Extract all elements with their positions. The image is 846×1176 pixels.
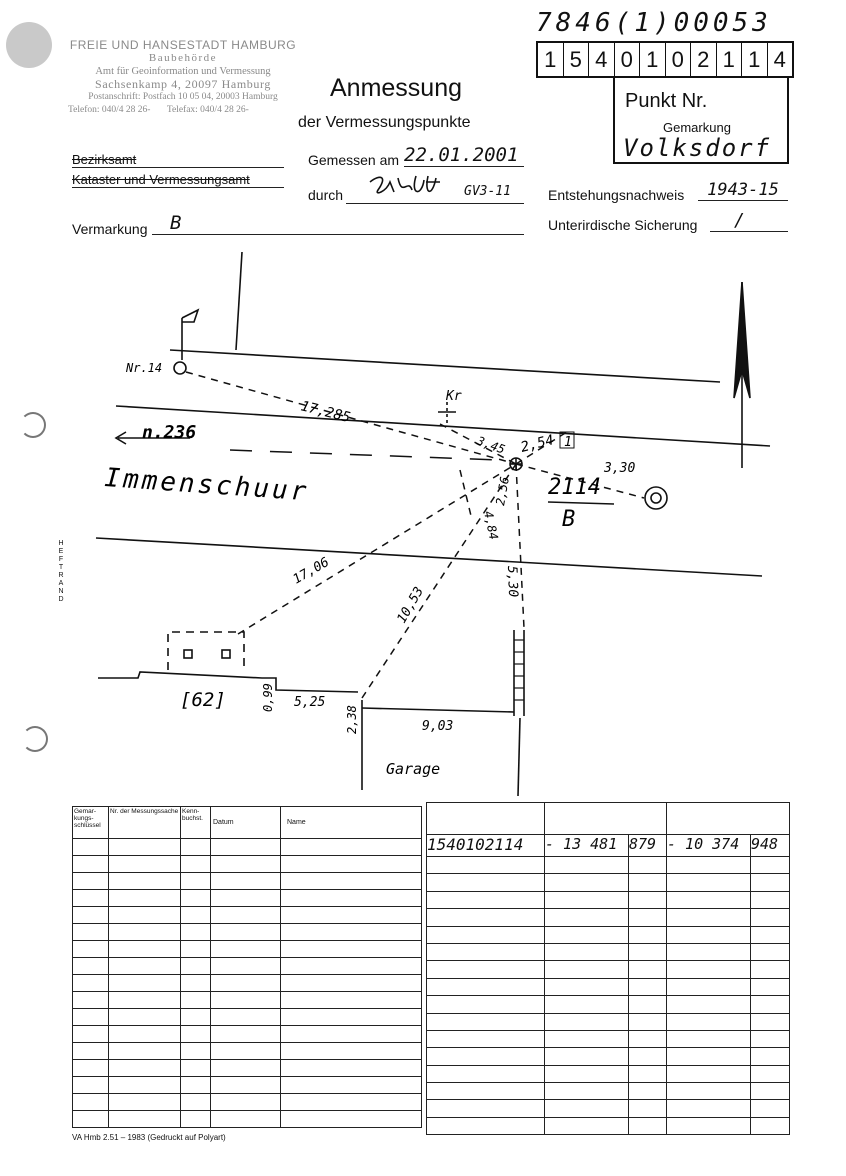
authority-phone: Telefon: 040/4 28 26- [68,105,151,115]
table-row [73,1043,422,1060]
road-edge [170,350,720,382]
table-row [73,907,422,924]
table-row [427,996,790,1013]
punkt-label: Punkt Nr. [625,90,708,112]
table-row [427,1117,790,1134]
digit-cell: 5 [564,43,590,76]
table-row [73,839,422,856]
label-n236: n.236 [142,422,197,443]
table-row [427,1030,790,1047]
table-row [73,1026,422,1043]
label-099: 0,99 [261,683,275,712]
table-row [73,890,422,907]
register-table-right [426,802,790,1135]
authority-line: Baubehörde [148,52,218,64]
table-row [427,1065,790,1082]
table-row [427,943,790,960]
entstehung-value: 1943-15 [698,180,788,201]
label-484: 4,84 [481,509,501,541]
register-table-left [72,806,422,1128]
table-row [73,1009,422,1026]
label-256: 2,56 [493,475,512,507]
katasteramt-struck: Kataster und Vermessungsamt [72,172,284,188]
form-footer: VA Hmb 2.51 – 1983 (Gedruckt auf Polyart) [72,1133,226,1142]
label-kr: Kr [446,389,462,404]
label-530: 5,30 [504,565,521,598]
table-row [73,873,422,890]
sicherung-label: Unterirdische Sicherung [548,217,698,233]
authority-line: Postanschrift: Postfach 10 05 04, 20003 Hamburg [88,92,278,102]
point-number: 2114 [548,475,601,500]
bezirksamt-struck: Bezirksamt [72,152,284,168]
cell-value: 879 [629,835,667,857]
label-254: 2,54 [519,432,556,456]
digit-cell: 1 [742,43,768,76]
gemessen-label: Gemessen am [308,152,400,168]
gemarkung-label: Gemarkung [663,120,731,135]
page-title: Anmessung [330,74,463,102]
col-header: Gemar-kungs-schlüssel [73,807,109,839]
page-subtitle: der Vermessungspunkte [298,114,471,131]
authority-fax: Telefax: 040/4 28 26- [166,105,249,115]
road-edge [96,538,762,576]
durch-label: durch [308,187,344,203]
col-header: Name [281,807,422,839]
table-row [427,961,790,978]
house-number: [62] [180,689,226,711]
vermarkung-label: Vermarkung [72,221,148,237]
table-row [427,1083,790,1100]
digit-cell: 4 [589,43,615,76]
label-238: 2,38 [345,705,359,734]
label-903: 9,03 [422,719,454,734]
cell-value: - 13 481 [545,835,629,857]
entstehung-label: Entstehungsnachweis [548,187,685,203]
durch-value: GV3-11 [464,184,511,199]
table-row [73,1060,422,1077]
label-1053: 10,53 [394,584,428,626]
file-number: 7846(1)00053 [536,8,772,38]
gemarkung-value: Volksdorf [623,134,772,162]
digit-cell: 4 [773,47,786,72]
table-row [73,958,422,975]
reference-line [236,252,242,350]
table-row [427,891,790,908]
table-row [73,1077,422,1094]
label-nr14: Nr.14 [126,361,163,375]
table-row [73,992,422,1009]
cell-punkt: 1540102114 [427,835,545,857]
digit-cell: 2 [691,43,717,76]
garage-label: Garage [386,760,441,778]
digit-cell: 1 [717,43,743,76]
cell-value: - 10 374 [667,835,751,857]
digit-cell: 0 [666,43,692,76]
col-header: Kenn-buchst. [181,807,211,839]
label-525: 5,25 [294,695,326,710]
authority-line: FREIE UND HANSESTADT HAMBURG [69,38,297,52]
table-row [73,856,422,873]
label-330: 3,30 [604,461,636,476]
point-mark-type: B [562,507,576,532]
table-row [427,1048,790,1065]
table-row [427,857,790,874]
heftrand-text: HEFTRAND [58,540,64,603]
vermarkung-value: B [152,212,524,235]
label-254-box: 1 [564,435,572,450]
digit-cell: 0 [615,43,641,76]
authority-line: Sachsenkamp 4, 20097 Hamburg [95,77,271,91]
table-row [427,835,790,857]
digit-cell: 1 [640,43,666,76]
table-row [427,978,790,995]
table-row [427,1013,790,1030]
table-row [427,926,790,943]
label-17285: 17,285 [299,398,352,427]
digit-cell: 1 [538,43,564,76]
table-row [427,909,790,926]
table-row [73,1094,422,1111]
table-row [73,941,422,958]
col-header: Datum [211,807,281,839]
table-row [73,924,422,941]
label-1706: 17,06 [290,554,332,588]
table-row [73,975,422,992]
cell-value: 948 [751,835,790,857]
sicherung-value: / [710,210,788,232]
table-row [73,1111,422,1128]
table-row [427,1100,790,1117]
gemessen-value: 22.01.2001 [404,144,524,167]
table-row [427,874,790,891]
label-345: 3,45 [474,433,507,457]
street-name: Immenschuur [103,463,311,508]
authority-line: Amt für Geoinformation und Vermessung [95,66,271,77]
col-header: Nr. der Messungssache [109,807,181,839]
